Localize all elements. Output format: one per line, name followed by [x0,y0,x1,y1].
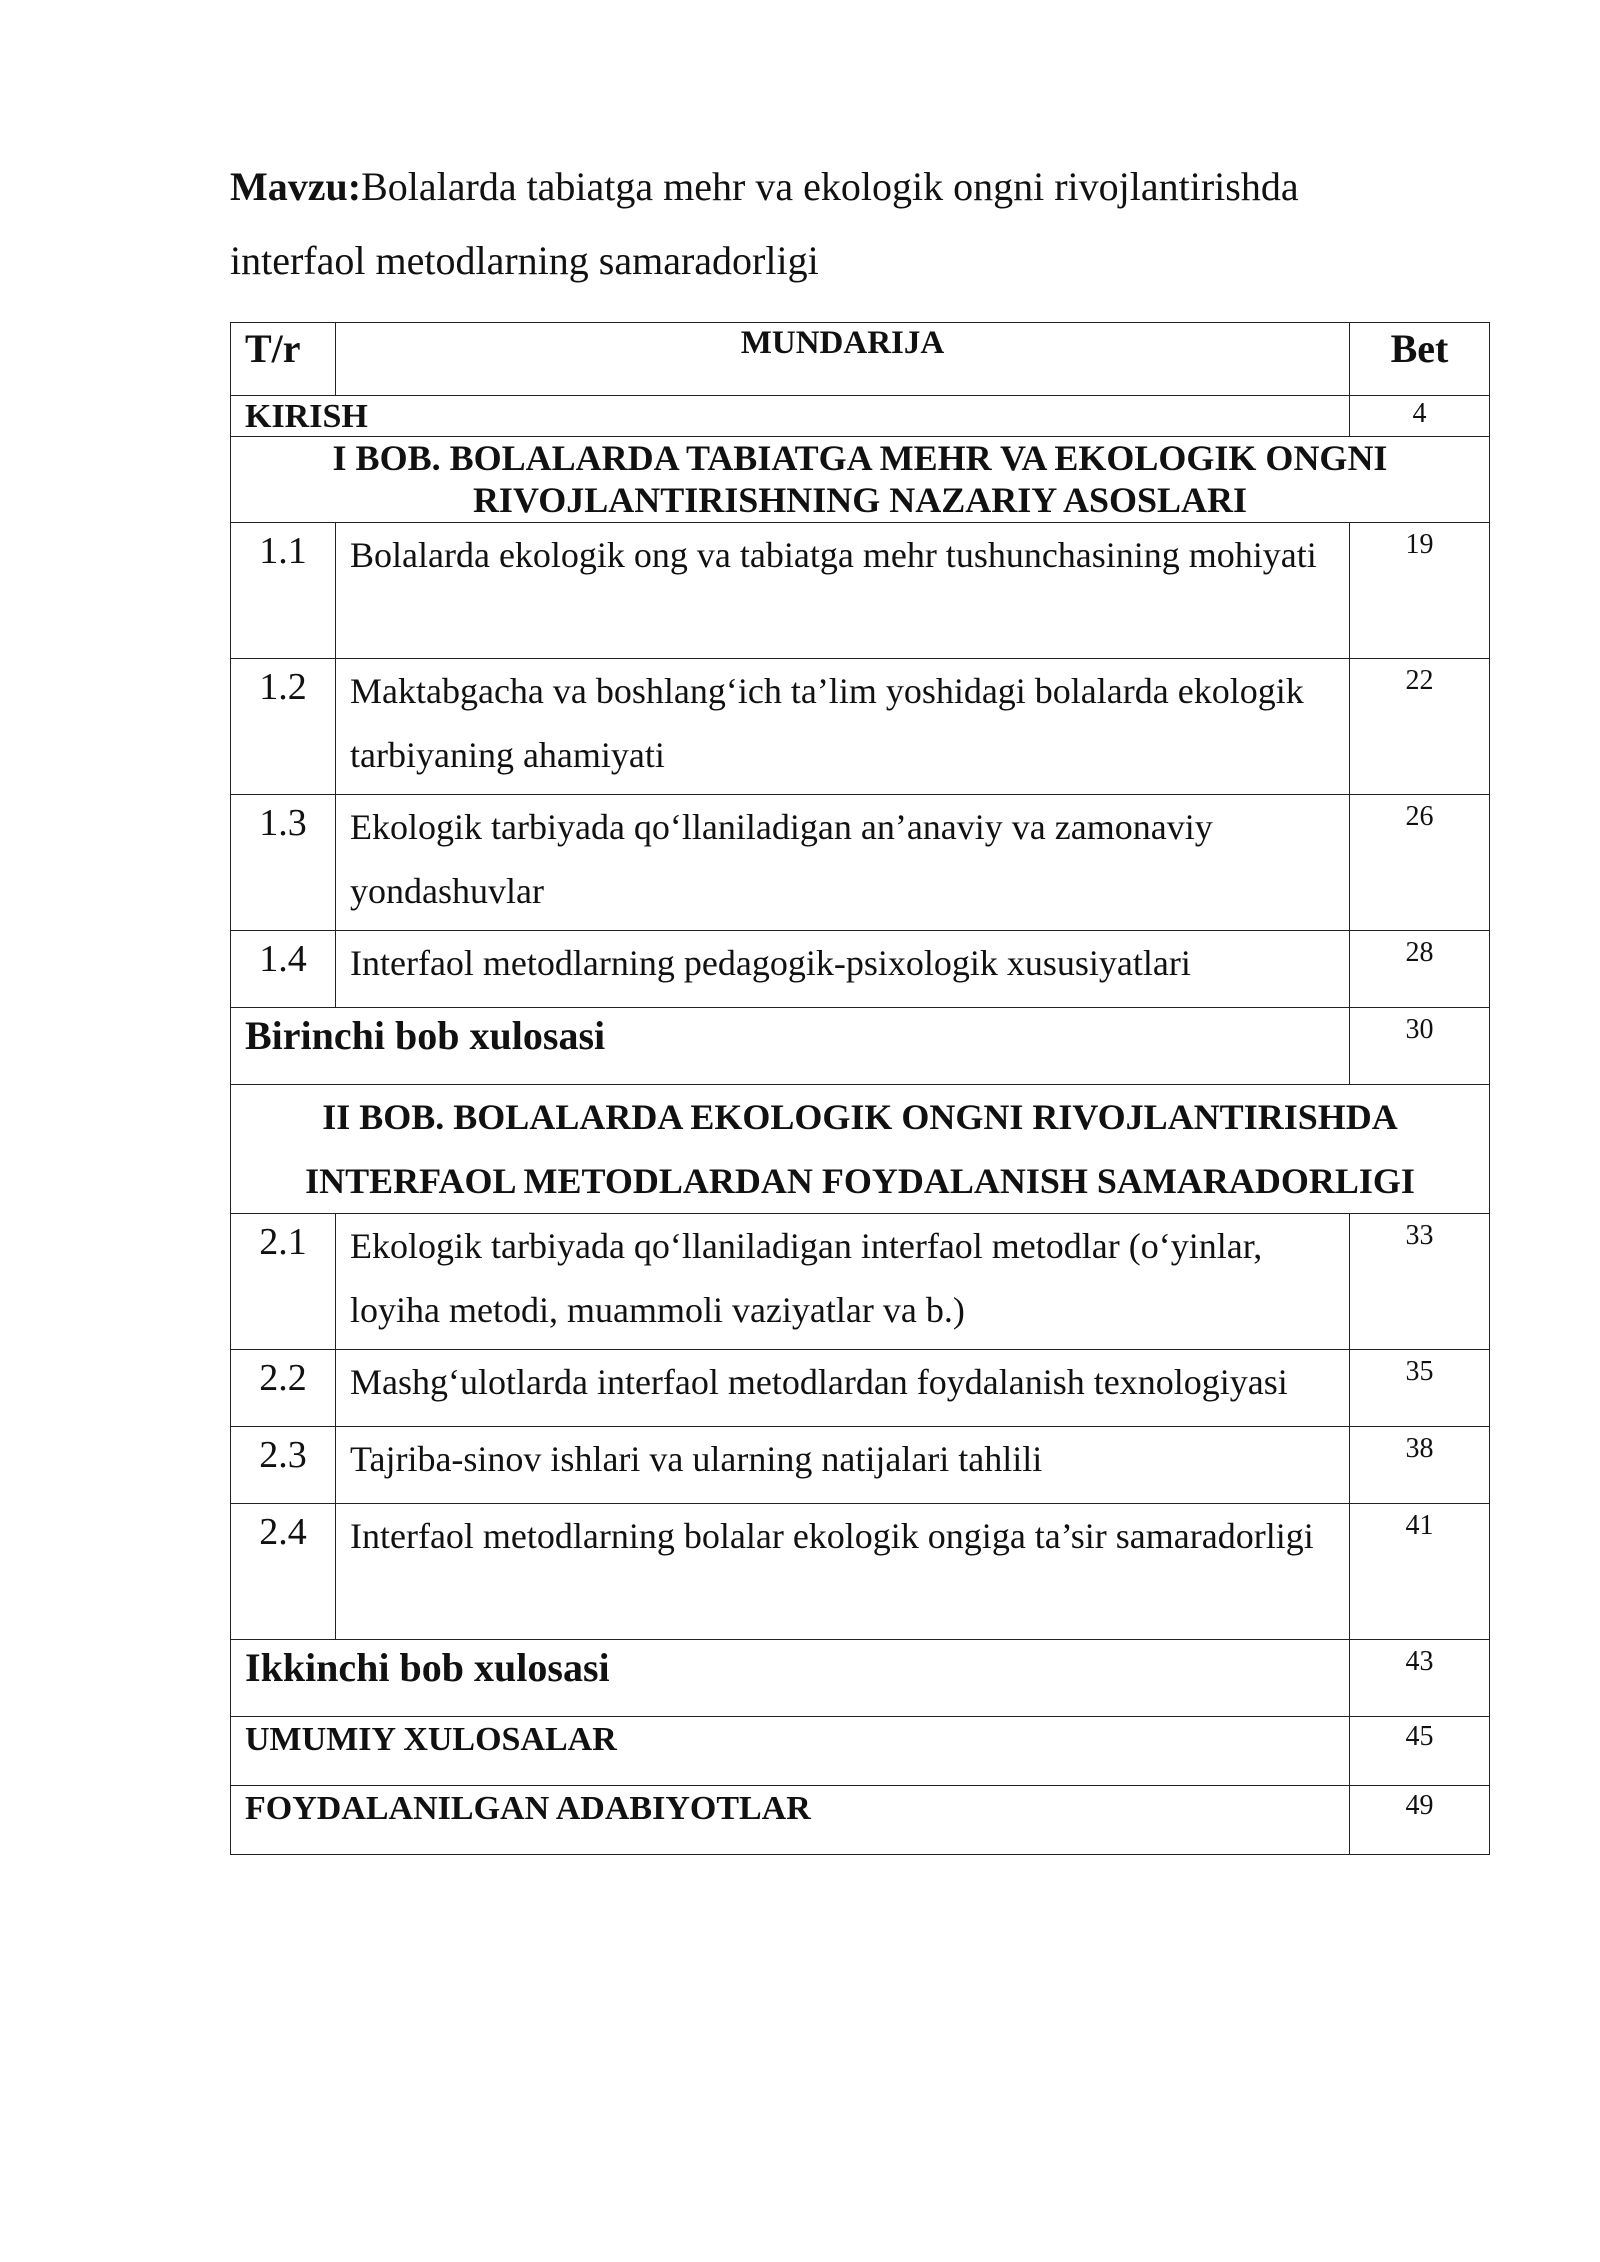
section-title: Interfaol metodlarning pedagogik-psixologik xususiyatlari [336,931,1350,1008]
section-page: 41 [1350,1504,1490,1640]
section-title: Tajriba-sinov ishlari va ularning natijalari tahlili [336,1427,1350,1504]
section-title: Mashg‘ulotlarda interfaol metodlardan foydalanish texnologiyasi [336,1350,1350,1427]
chapter-2-summary-label: Ikkinchi bob xulosasi [231,1640,1350,1717]
chapter-1-title-row [231,437,1490,523]
chapter-1-summary-label: Birinchi bob xulosasi [231,1008,1350,1085]
section-number: 2.1 [231,1214,336,1350]
conclusion-label: UMUMIY XULOSALAR [231,1717,1350,1786]
chapter-2-title: II BOB. BOLALARDA EKOLOGIK ONGNI RIVOJLANTIRISHDA INTERFAOL METODLARDAN FOYDALANISH SAMARADORLIGI [231,1085,1490,1214]
chapter-1-summary-row [231,1008,1490,1085]
references-row [231,1786,1490,1855]
toc-section-row [231,659,1490,795]
section-title: Ekologik tarbiyada qo‘llaniladigan an’anaviy va zamonaviy yondashuvlar [336,795,1350,931]
section-page: 33 [1350,1214,1490,1350]
section-title: Bolalarda ekologik ong va tabiatga mehr tushunchasining mohiyati [336,523,1350,659]
topic-label: Mavzu: [230,164,362,209]
header-number: T/r [231,323,336,396]
section-title: Interfaol metodlarning bolalar ekologik ongiga ta’sir samaradorligi [336,1504,1350,1640]
intro-label: KIRISH [231,396,1350,437]
table-of-contents [230,322,1490,1855]
section-number: 1.1 [231,523,336,659]
section-number: 2.3 [231,1427,336,1504]
conclusion-row [231,1717,1490,1786]
conclusion-page: 45 [1350,1717,1490,1786]
section-number: 2.4 [231,1504,336,1640]
chapter-2-title-row [231,1085,1490,1214]
chapter-2-summary-row [231,1640,1490,1717]
section-page: 38 [1350,1427,1490,1504]
section-page: 26 [1350,795,1490,931]
header-title: MUNDARIJA [336,323,1350,396]
topic-text: Bolalarda tabiatga mehr va ekologik ongni rivojlantirishda interfaol metodlarning samaradorligi [230,164,1299,283]
header-page: Bet [1350,323,1490,396]
section-title: Ekologik tarbiyada qo‘llaniladigan interfaol metodlar (o‘yinlar, loyiha metodi, muammoli vaziyatlar va b.) [336,1214,1350,1350]
toc-header-row [231,323,1490,396]
section-number: 1.3 [231,795,336,931]
toc-section-row [231,1427,1490,1504]
intro-page: 4 [1350,396,1490,437]
chapter-1-title: I BOB. BOLALARDA TABIATGA MEHR VA EKOLOGIK ONGNI RIVOJLANTIRISHNING NAZARIY ASOSLARI [231,437,1490,523]
chapter-1-summary-page: 30 [1350,1008,1490,1085]
section-page: 28 [1350,931,1490,1008]
references-page: 49 [1350,1786,1490,1855]
toc-section-row [231,795,1490,931]
section-number: 2.2 [231,1350,336,1427]
document-title [230,150,1430,298]
section-title: Maktabgacha va boshlang‘ich ta’lim yoshidagi bolalarda ekologik tarbiyaning ahamiyati [336,659,1350,795]
references-label: FOYDALANILGAN ADABIYOTLAR [231,1786,1350,1855]
toc-section-row [231,523,1490,659]
toc-intro-row [231,396,1490,437]
section-number: 1.2 [231,659,336,795]
section-page: 19 [1350,523,1490,659]
section-page: 22 [1350,659,1490,795]
toc-section-row [231,1504,1490,1640]
toc-section-row [231,1214,1490,1350]
chapter-2-summary-page: 43 [1350,1640,1490,1717]
section-page: 35 [1350,1350,1490,1427]
section-number: 1.4 [231,931,336,1008]
toc-section-row [231,931,1490,1008]
toc-section-row [231,1350,1490,1427]
